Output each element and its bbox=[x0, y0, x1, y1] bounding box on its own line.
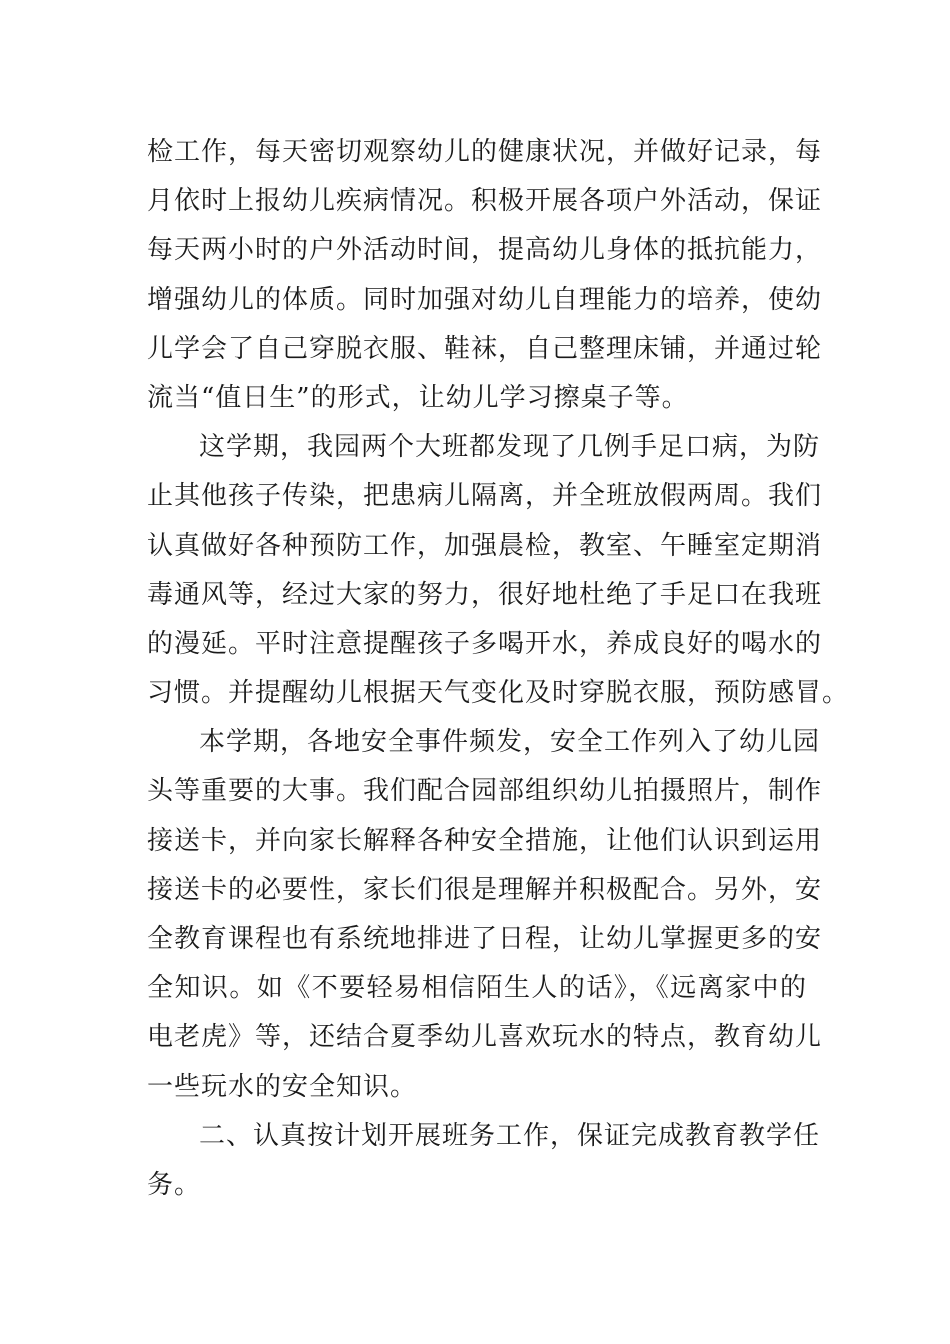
paragraph-4 bbox=[147, 1112, 821, 1210]
text-line: 增强幼儿的体质。同时加强对幼儿自理能力的培养，使幼 bbox=[147, 284, 823, 315]
text-line: 一些玩水的安全知识。 bbox=[147, 1071, 418, 1102]
text-line: 接送卡，并向家长解释各种安全措施，让他们认识到运用 bbox=[147, 825, 823, 856]
text-line: 务。 bbox=[147, 1169, 202, 1200]
text-line: 儿学会了自己穿脱衣服、鞋袜，自己整理床铺，并通过轮 bbox=[147, 333, 823, 364]
paragraph-1 bbox=[147, 128, 823, 423]
text-line: 流当“值日生”的形式，让幼儿学习擦桌子等。 bbox=[147, 382, 689, 413]
text-line: 接送卡的必要性，家长们很是理解并积极配合。另外，安 bbox=[147, 874, 823, 905]
text-line: 这学期，我园两个大班都发现了几例手足口病，为防 bbox=[199, 432, 821, 463]
text-line: 本学期，各地安全事件频发，安全工作列入了幼儿园 bbox=[199, 727, 821, 758]
text-line: 二、认真按计划开展班务工作，保证完成教育教学任 bbox=[199, 1120, 821, 1151]
paragraph-2 bbox=[147, 423, 850, 718]
text-line: 每天两小时的户外活动时间，提高幼儿身体的抵抗能力， bbox=[147, 235, 823, 266]
text-line: 电老虎》等，还结合夏季幼儿喜欢玩水的特点，教育幼儿 bbox=[147, 1022, 823, 1053]
text-line: 月依时上报幼儿疾病情况。积极开展各项户外活动，保证 bbox=[147, 186, 823, 217]
text-line: 认真做好各种预防工作，加强晨检，教室、午睡室定期消 bbox=[147, 530, 823, 561]
text-line: 习惯。并提醒幼儿根据天气变化及时穿脱衣服，预防感冒。 bbox=[147, 678, 850, 709]
document-body bbox=[147, 128, 850, 1210]
text-line: 检工作，每天密切观察幼儿的健康状况，并做好记录，每 bbox=[147, 137, 823, 167]
text-line: 毒通风等，经过大家的努力，很好地杜绝了手足口在我班 bbox=[147, 579, 823, 610]
text-line: 全知识。如《不要轻易相信陌生人的话》，《远离家中的 bbox=[147, 973, 807, 1004]
text-line: 止其他孩子传染，把患病儿隔离，并全班放假两周。我们 bbox=[147, 481, 823, 512]
text-line: 头等重要的大事。我们配合园部组织幼儿拍摄照片，制作 bbox=[147, 776, 823, 807]
paragraph-3 bbox=[147, 718, 823, 1112]
text-line: 的漫延。平时注意提醒孩子多喝开水，养成良好的喝水的 bbox=[147, 628, 823, 659]
text-line: 全教育课程也有系统地排进了日程，让幼儿掌握更多的安 bbox=[147, 924, 823, 954]
